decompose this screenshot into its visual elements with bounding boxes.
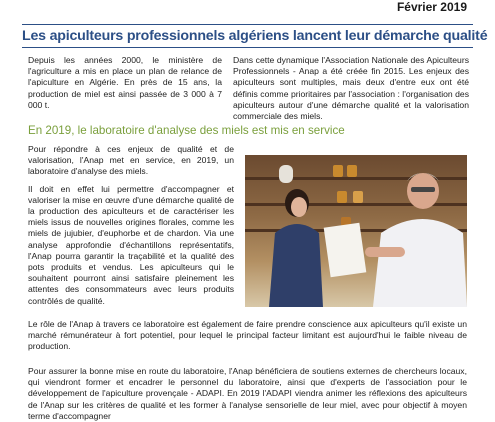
page-title: Les apiculteurs professionnels algériens lancent leur démarche qualité — [22, 28, 488, 44]
section-subheading: En 2019, le laboratoire d'analyse des miels est mis en service — [28, 124, 345, 137]
support-paragraph: Pour assurer la bonne mise en route du laboratoire, l'Anap bénéficiera de soutiens externes de chercheurs locaux, qui viendront former et encadrer le personnel du laboratoire, ainsi que d'experts de l'association pour le développement de l'apiculture provençale - ADAPI. En 2019 l'ADAPI viendra animer les réflexions des apiculteurs de l'Anap sur les critères de qualité et les former à l'analyse sensorielle de leur miel, avec pour objectif à moyen terme d'accompagner — [28, 366, 467, 421]
honey-jar — [347, 165, 357, 177]
lab-photo — [245, 155, 467, 307]
decorative-item — [279, 165, 293, 183]
intro-right-paragraph: Dans cette dynamique l'Association Nationale des Apiculteurs Professionnels - Anap a été créée fin 2015. Les enjeux des apiculteurs sont multiples, mais deux d'entre eux ont été définis comme prioritaires par l'association : l'organisation des apiculteurs autour d'une démarche qualité et la valorisation commerciale des miels. — [233, 55, 469, 122]
title-block — [22, 24, 488, 48]
man-figure — [363, 163, 467, 307]
honey-jar — [333, 165, 343, 177]
lab-paragraph-1: Pour répondre à ces enjeux de qualité et de valorisation, l'Anap met en service, en 2019, un laboratoire d'analyse des miels. — [28, 144, 234, 177]
honey-jar — [353, 191, 363, 203]
intro-left-paragraph: Depuis les années 2000, le ministère de l'agriculture a mis en place un plan de relance de l'apiculture en Algérie. En près de 15 ans, la production de miel est ainsi passée de 3 000 à 7 000 t. — [28, 55, 222, 110]
document-sheet — [324, 223, 367, 278]
lab-paragraph-2: Il doit en effet lui permettre d'accompagner et valoriser la mise en œuvre d'une démarche qualité de la production des apiculteurs et de caractériser les miels issus de nouvelles origines florales, comme les miels de jujubier, d'euphorbe et de chardon. Via une analyse approfondie d'échantillons représentatifs, l'Anap pourra garantir la traçabilité et la qualité des pots produits et vendus. Les apiculteurs qui le souhaitent pourront ainsi satisfaire pleinement les attentes des consommateurs avec leurs produits contrôlés de qualité. — [28, 183, 234, 306]
woman-figure — [263, 183, 325, 307]
honey-jar — [337, 191, 347, 203]
lab-text-column — [28, 144, 234, 313]
issue-date: Février 2019 — [396, 0, 467, 14]
role-paragraph: Le rôle de l'Anap à travers ce laboratoire est également de faire prendre conscience aux apiculteurs qu'il existe un marché rémunérateur à fort potentiel, pour lequel le principal facteur limitant est aujourd'hui le faible niveau de production. — [28, 319, 467, 352]
